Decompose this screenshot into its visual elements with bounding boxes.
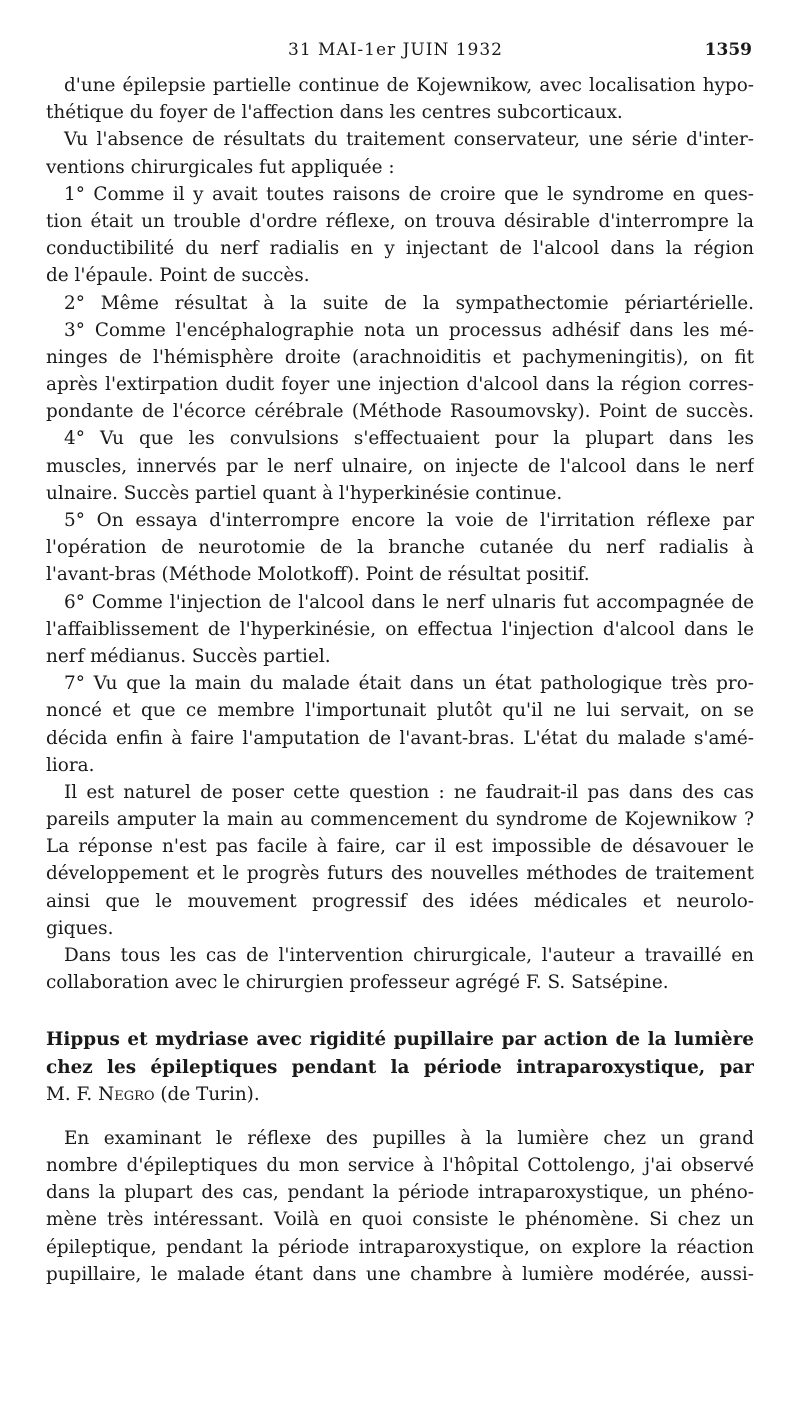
text-line: liora. (46, 754, 95, 776)
text-line: de l'épaule. Point de succès. (46, 265, 310, 287)
text-line: ventions chirurgicales fut appliquée : (46, 156, 395, 178)
author-suffix: (de Turin). (154, 1084, 260, 1106)
text-line: ulnaire. Succès partiel quant à l'hyperkinésie continue. (46, 482, 563, 504)
text-line: 5° On essaya d'interrompre encore la voie de l'irritation réflexe par (64, 510, 754, 531)
page-number: 1359 (704, 40, 752, 60)
text-line: dans la plupart des cas, pendant la période intraparoxystique, un phéno- (46, 1182, 754, 1204)
text-line: 2° Même résultat à la suite de la sympathectomie périartérielle. (64, 292, 754, 314)
text-line: l'opération de neurotomie de la branche cutanée du nerf radialis à (46, 537, 754, 559)
text-line: La réponse n'est pas facile à faire, car il est impossible de désavouer le (46, 836, 754, 858)
text-line: pupillaire, le malade étant dans une chambre à lumière modérée, aussi- (46, 1263, 754, 1285)
text-line: 6° Comme l'injection de l'alcool dans le nerf ulnaris fut accompagnée de (64, 591, 754, 613)
text-line: développement et le progrès futurs des nouvelles méthodes de traitement (46, 863, 754, 885)
text-line: 1° Comme il y avait toutes raisons de croire que le syndrome en ques- (64, 183, 754, 205)
text-line: muscles, innervés par le nerf ulnaire, on injecte de l'alcool dans le nerf (46, 455, 754, 477)
text-line: épileptique, pendant la période intraparoxystique, on explore la réaction (46, 1236, 754, 1258)
text-line: 4° Vu que les convulsions s'effectuaient pour la plupart dans les (64, 428, 754, 450)
text-line: ninges de l'hémisphère droite (arachnoiditis et pachymeningitis), on fit (46, 346, 754, 368)
text-line: ainsi que le mouvement progressif des idées médicales et neurolo- (46, 890, 754, 912)
text-line: Dans tous les cas de l'intervention chirurgicale, l'auteur a travaillé en (64, 945, 754, 966)
text-line: En examinant le réflexe des pupilles à la lumière chez un grand (64, 1127, 754, 1149)
article-heading (46, 1026, 754, 1109)
text-line: giques. (46, 917, 114, 939)
text-line: collaboration avec le chirurgien professeur agrégé F. S. Satsépine. (46, 972, 669, 994)
author-prefix: M. F. (46, 1084, 99, 1106)
text-line: décida enfin à faire l'amputation de l'avant-bras. L'état du malade s'amé- (46, 727, 754, 749)
text-line: thétique du foyer de l'affection dans les centres subcorticaux. (46, 102, 623, 124)
text-line: conductibilité du nerf radialis en y injectant de l'alcool dans la région (46, 238, 754, 260)
text-line: Il est naturel de poser cette question : ne faudrait-il pas dans des cas (64, 781, 754, 803)
text-line: après l'extirpation dudit foyer une injection d'alcool dans la région corres- (46, 374, 754, 396)
text-line: l'avant-bras (Méthode Molotkoff). Point de résultat positif. (46, 564, 590, 586)
author-name: Negro (98, 1084, 155, 1106)
text-line: pareils amputer la main au commencement du syndrome de Kojewnikow ? (46, 809, 754, 831)
text-line: noncé et que ce membre l'importunait plutôt qu'il ne lui servait, on se (46, 700, 754, 722)
text-line: nerf médianus. Succès partiel. (46, 645, 331, 667)
header-date: 31 MAI-1er JUIN 1932 (288, 40, 503, 60)
text-line: pondante de l'écorce cérébrale (Méthode Rasoumovsky). Point de succès. (46, 401, 754, 423)
text-line: 3° Comme l'encéphalographie nota un processus adhésif dans les mé- (64, 319, 754, 341)
author-line (46, 1081, 754, 1109)
article-text (46, 72, 754, 1288)
text-line: nombre d'épileptiques du mon service à l'hôpital Cottolengo, j'ai observé (46, 1155, 754, 1177)
title-line: chez les épileptiques pendant la période intraparoxystique, par (46, 1056, 754, 1078)
title-line: Hippus et mydriase avec rigidité pupillaire par action de la lumière (46, 1029, 754, 1051)
text-line: l'affaiblissement de l'hyperkinésie, on effectua l'injection d'alcool dans le (46, 618, 754, 640)
text-line: tion était un trouble d'ordre réflexe, on trouva désirable d'interrompre la (46, 210, 754, 232)
running-header (0, 40, 800, 64)
text-line: 7° Vu que la main du malade était dans un état pathologique très pro- (64, 673, 754, 695)
text-line: mène très intéressant. Voilà en quoi consiste le phénomène. Si chez un (46, 1209, 754, 1231)
text-line: Vu l'absence de résultats du traitement conservateur, une série d'inter- (64, 129, 754, 151)
text-line: d'une épilepsie partielle continue de Kojewnikow, avec localisation hypo- (64, 75, 754, 96)
